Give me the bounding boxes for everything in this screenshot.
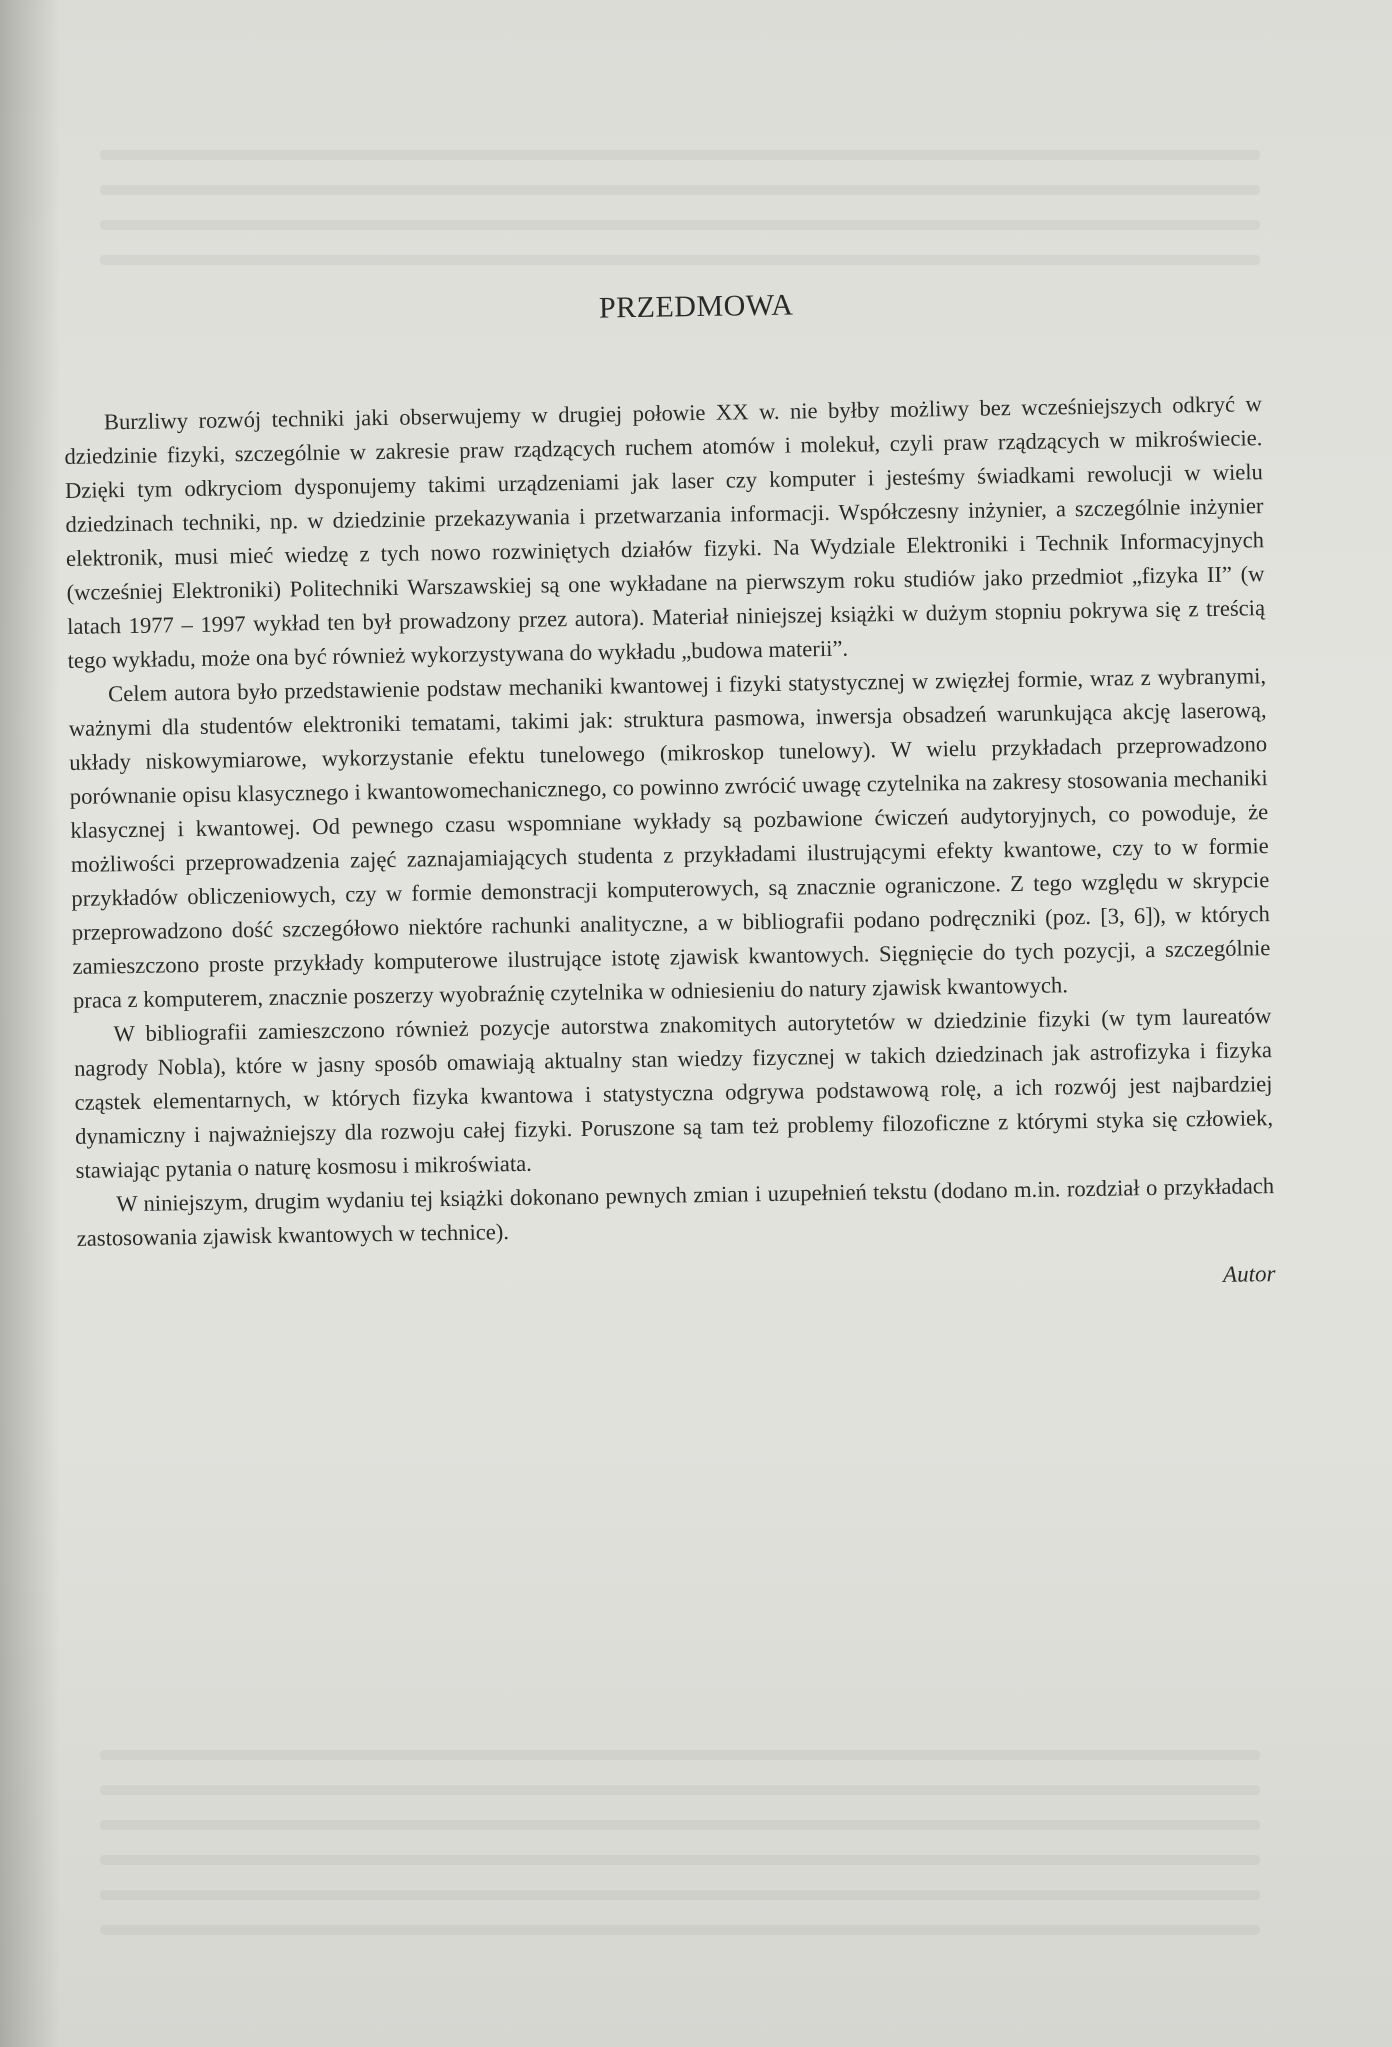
bleed-through-line: [100, 220, 1260, 230]
bleed-through-line: [100, 1820, 1260, 1830]
bleed-through-line: [100, 1855, 1260, 1865]
page-gutter-shadow: [0, 0, 60, 2047]
bleed-through-line: [100, 1785, 1260, 1795]
bleed-through-line: [100, 1750, 1260, 1760]
preface-content: [62, 281, 1276, 1306]
bleed-through-line: [100, 1890, 1260, 1900]
bleed-through-line: [100, 1925, 1260, 1935]
paragraph-1: Burzliwy rozwój techniki jaki obserwujemy w drugiej połowie XX w. nie byłby możliwy bez wcześniejszych odkryć w dziedzinie fizyki, szczególnie w zakresie praw rządzących ruchem atomów i molekuł, czyli praw rządzących w mikroświecie. Dzięki tym odkryciom dysponujemy takimi urządzeniami jak laser czy komputer i jesteśmy świadkami rewolucji w wielu dziedzinach techniki, np. w dziedzinie przekazywania i przetwarzania informacji. Współczesny inżynier, a szczególnie inżynier elektronik, musi mieć wiedzę z tych nowo rozwiniętych działów fizyki. Na Wydziale Elektroniki i Technik Informacyjnych (wcześniej Elektroniki) Politechniki Warszawskiej są one wykładane na pierwszym roku studiów jako przedmiot „fizyka II” (w latach 1977 – 1997 wykład ten był prowadzony przez autora). Materiał niniejszej książki w dużym stopniu pokrywa się z treścią tego wykładu, może ona być również wykorzystywana do wykładu „budowa materii”.: [64, 391, 1266, 673]
author-signature: Autor: [1222, 1261, 1276, 1287]
bleed-through-line: [100, 255, 1260, 265]
bleed-through-line: [100, 185, 1260, 195]
paragraph-2: Celem autora było przedstawienie podstaw mechaniki kwantowej i fizyki statystycznej w zwięzłej formie, wraz z wybranymi, ważnymi dla studentów elektroniki tematami, takimi jak: struktura pasmowa, inwersja obsadzeń warunkująca akcję laserową, układy niskowymiarowe, wykorzystanie efektu tunelowego (mikroskop tunelowy). W wielu przykładach przeprowadzono porównanie opisu klasycznego i kwantowomechanicznego, co powinno zwrócić uwagę czytelnika na zakresy stosowania mechaniki klasycznej i kwantowej. Od pewnego czasu wspomniane wykłady są pozbawione ćwiczeń audytoryjnych, co powoduje, że możliwości przeprowadzenia zajęć zaznajamiających studenta z przykładami ilustrującymi efekty kwantowe, czy to w formie przykładów obliczeniowych, czy w formie demonstracji komputerowych, są znacznie ograniczone. Z tego względu w skrypcie przeprowadzono dość szczegółowo niektóre rachunki analityczne, a w bibliografii podano podręczniki (poz. [3, 6]), w których zamieszczono proste przykłady komputerowe ilustrujące istotę zjawisk kwantowych. Sięgnięcie do tych pozycji, a szczególnie praca z komputerem, znacznie poszerzy wyobraźnię czytelnika w odniesieniu do natury zjawisk kwantowych.: [68, 663, 1271, 1013]
page-title: PRZEDMOWA: [598, 288, 794, 325]
bleed-through-line: [100, 150, 1260, 160]
paragraph-4: W niniejszym, drugim wydaniu tej książki dokonano pewnych zmian i uzupełnień tekstu (dodano m.in. rozdział o przykładach zastosowania zjawisk kwantowych w technice).: [76, 1173, 1275, 1251]
paragraph-3: W bibliografii zamieszczono również pozycje autorstwa znakomitych autorytetów w dziedzinie fizyki (w tym laureatów nagrody Nobla), które w jasny sposób omawiają aktualny stan wiedzy fizycznej w takich dziedzinach jak astrofizyka i fizyka cząstek elementarnych, w których fizyka kwantowa i statystyczna odgrywa podstawową rolę, a ich rozwój jest najbardziej dynamiczny i najważniejszy dla rozwoju całej fizyki. Poruszone są tam też problemy filozoficzne z którymi styka się człowiek, stawiając pytania o naturę kosmosu i mikroświata.: [73, 1003, 1274, 1183]
